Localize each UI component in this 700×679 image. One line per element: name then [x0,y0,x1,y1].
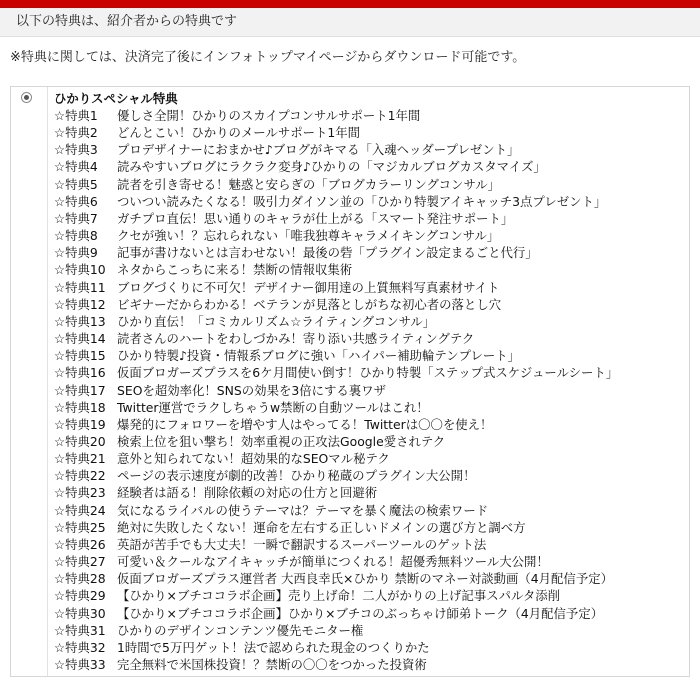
bonus-item-text: ひかり直伝！「コミカルリズム☆ライティングコンサル」 [117,313,436,329]
bonus-item [54,210,689,227]
bonus-item [54,502,689,519]
bonus-title: ひかりスペシャル特典 [54,91,178,106]
bonus-item-number: ☆特典19 [54,416,106,432]
bonus-item-number: ☆特典21 [54,451,106,467]
bonus-item-text: 【ひかり×ブチココラボ企画】ひかり×ブチコのぶっちゃけ師弟トーク（4月配信予定） [117,605,604,621]
bonus-item-number: ☆特典23 [54,485,106,501]
bonus-item [54,193,689,210]
bonus-item-text: ひかりのデザインコンテンツ優先モニター権 [117,622,364,638]
bonus-item [54,622,689,639]
bonus-item-text: 1時間で5万円ゲット！法で認められた現金のつくりかた [117,639,430,655]
bonus-item [54,158,689,175]
bonus-item-number: ☆特典3 [54,142,98,158]
bonus-item-text: プロデザイナーにおまかせ♪ブログがキマる「入魂ヘッダープレゼント」 [117,142,520,158]
bonus-item-text: 意外と知られてない！超効果的なSEOマル秘テク [117,451,390,467]
bonus-item-text: どんとこい！ひかりのメールサポート1年間 [117,125,361,141]
bonus-item [54,536,689,553]
bonus-item-number: ☆特典26 [54,536,106,552]
bonus-item-text: 完全無料で米国株投資！？禁断の〇〇をつかった投資術 [117,657,427,672]
bonus-item-number: ☆特典5 [54,176,98,192]
top-accent-bar [0,0,700,8]
bonus-item-number: ☆特典11 [54,279,106,295]
bonus-item [54,364,689,381]
bonus-item-text: 気になるライバルの使うテーマは？テーマを暴く魔法の検索ワード [117,502,489,518]
bonus-item-text: 仮面ブロガーズプラス運営者 大西良幸氏×ひかり 禁断のマネー対談動画（4月配信予定） [117,571,613,587]
bonus-item [54,570,689,587]
bonus-item-text: 優しさ全開！ひかりのスカイプコンサルサポート1年間 [117,108,421,123]
bonus-item-text: 爆発的にフォロワーを増やす人はやってる！Twitterは〇〇を使え！ [117,416,493,432]
bonus-item-number: ☆特典30 [54,605,106,621]
bonus-item-number: ☆特典12 [54,296,106,312]
bonus-item-number: ☆特典8 [54,228,98,244]
bonus-item-number: ☆特典28 [54,571,106,587]
bonus-radio-button[interactable] [21,92,32,103]
bonus-item-text: 絶対に失敗したくない！運命を左右する正しいドメインの選び方と調べ方 [117,519,526,535]
bonus-item-text: Twitter運営でラクしちゃうw禁断の自動ツールはこれ！ [117,399,429,415]
bonus-item-number: ☆特典20 [54,433,106,449]
bonus-item-number: ☆特典9 [54,245,98,261]
bonus-item-number: ☆特典15 [54,348,106,364]
download-notice: ※特典に関しては、決済完了後にインフォトップマイページからダウンロード可能です。 [10,50,526,65]
bonus-item [54,141,689,158]
bonus-item-text: 読者さんのハートをわしづかみ！寄り添い共感ライティングテク [117,331,475,347]
bonus-option-box [10,86,690,677]
bonus-item-number: ☆特典31 [54,622,106,638]
bonus-item-text: ネタからこっちに来る！禁断の情報収集術 [117,262,353,278]
bonus-item [54,279,689,296]
bonus-item-number: ☆特典32 [54,639,106,655]
bonus-item [54,519,689,536]
bonus-item-number: ☆特典4 [54,159,98,175]
bonus-item [54,467,689,484]
bonus-item-number: ☆特典2 [54,125,98,141]
bonus-item [54,484,689,501]
bonus-item-text: 読者を引き寄せる！魅惑と安らぎの「ブログカラーリングコンサル」 [117,176,500,192]
bonus-item [54,296,689,313]
bonus-item-text: ガチプロ直伝！思い通りのキャラが仕上がる「スマート発注サポート」 [117,210,514,226]
bonus-item [54,399,689,416]
bonus-item-number: ☆特典18 [54,399,106,415]
bonus-item [54,450,689,467]
bonus-item [54,107,689,124]
bonus-item [54,587,689,604]
bonus-item-text: クセが強い！？忘れられない「唯我独尊キャラメイキングコンサル」 [117,228,500,244]
bonus-item [54,639,689,656]
bonus-item-number: ☆特典6 [54,193,98,209]
radio-column [11,87,47,676]
bonus-item-text: 英語が苦手でも大丈夫！一瞬で翻訳するスーパーツールのゲット法 [117,536,487,552]
bonus-item [54,656,689,673]
bonus-item-text: ビギナーだからわかる！ベテランが見落としがちな初心者の落とし穴 [117,296,502,312]
bonus-item [54,605,689,622]
bonus-item [54,347,689,364]
bonus-item-number: ☆特典33 [54,657,106,672]
bonus-item-text: ついつい読みたくなる！吸引力ダイソン並の「ひかり特製アイキャッチ3点プレゼント」 [117,193,607,209]
bonus-item [54,176,689,193]
bonus-list [54,107,689,673]
bonus-item-text: 可愛い＆クールなアイキャッチが簡単につくれる！超優秀無料ツール大公開！ [117,554,549,570]
bonus-item-text: 経験者は語る！削除依頼の対応の仕方と回避術 [117,485,378,501]
bonus-item-text: 記事が書けないとは言わせない！最後の砦「プラグイン設定まるごと代行」 [117,245,538,261]
bonus-item [54,553,689,570]
bonus-item-number: ☆特典1 [54,108,98,123]
bonus-item-number: ☆特典24 [54,502,106,518]
bonus-item-text: 読みやすいブログにラクラク変身♪ひかりの「マジカルブログカスタマイズ」 [117,159,546,175]
bonus-item [54,227,689,244]
bonus-item-number: ☆特典27 [54,554,106,570]
bonus-item [54,416,689,433]
bonus-content [47,87,689,676]
bonus-item-number: ☆特典10 [54,262,106,278]
bonus-item-number: ☆特典14 [54,331,106,347]
bonus-item-text: ページの表示速度が劇的改善！ひかり秘蔵のプラグイン大公開！ [117,468,476,484]
bonus-item-text: 仮面ブロガーズプラスを6ケ月間使い倒す！ひかり特製「ステップ式スケジュールシート」 [117,365,619,381]
bonus-item-text: ひかり特製♪投資・情報系ブログに強い「ハイパー補助輪テンプレート」 [117,348,521,364]
bonus-item [54,244,689,261]
bonus-item-text: SEOを超効率化！SNSの効果を3倍にする裏ワザ [117,382,386,398]
bonus-item [54,433,689,450]
bonus-item [54,124,689,141]
bonus-item-number: ☆特典25 [54,519,106,535]
section-header [0,8,700,37]
section-header-title: 以下の特典は、紹介者からの特典です [16,14,238,29]
bonus-item-number: ☆特典16 [54,365,106,381]
bonus-item-text: ブログづくりに不可欠！デザイナー御用達の上質無料写真素材サイト [117,279,500,295]
bonus-item [54,330,689,347]
bonus-item-number: ☆特典13 [54,313,106,329]
bonus-item-number: ☆特典22 [54,468,106,484]
bonus-item-text: 検索上位を狙い撃ち！効率重視の正攻法Google愛されテク [117,433,446,449]
bonus-item-number: ☆特典17 [54,382,106,398]
bonus-item-number: ☆特典29 [54,588,106,604]
bonus-item [54,313,689,330]
bonus-item [54,261,689,278]
bonus-item-text: 【ひかり×ブチココラボ企画】売り上げ命！二人がかりの上げ記事スパルタ添削 [117,588,561,604]
bonus-item [54,382,689,399]
bonus-item-number: ☆特典7 [54,210,98,226]
